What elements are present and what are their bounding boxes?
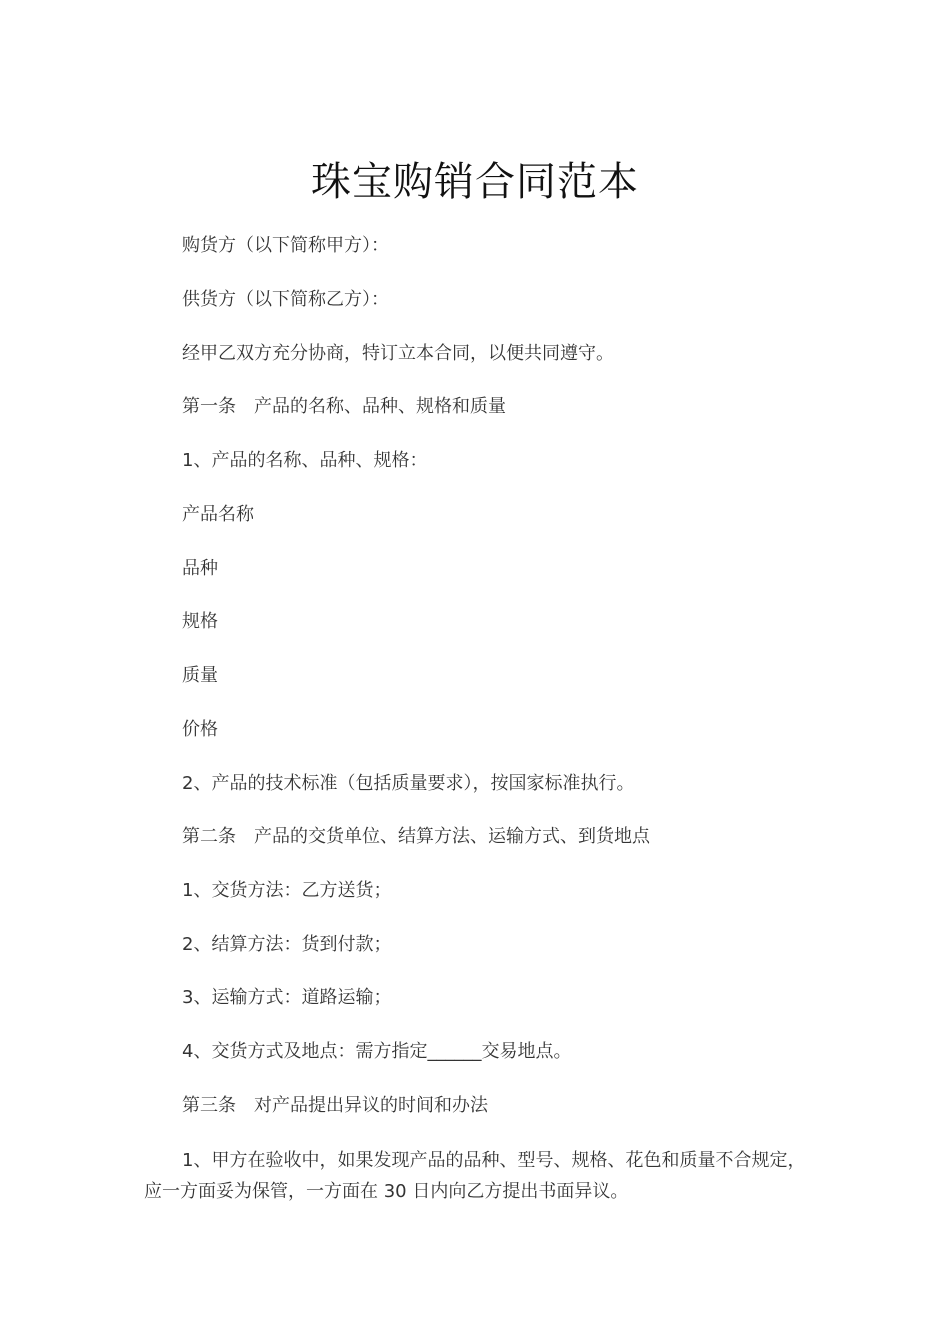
- field-specification: 规格: [182, 611, 218, 632]
- article-2-item-3: 3、运输方式：道路运输；: [182, 987, 392, 1008]
- field-quality: 质量: [182, 665, 218, 686]
- article-3-heading: 第三条 对产品提出异议的时间和办法: [182, 1095, 488, 1116]
- article-1-item-2: 2、产品的技术标准（包括质量要求），按国家标准执行。: [182, 773, 635, 794]
- article-3-item-1: 1、甲方在验收中，如果发现产品的品种、型号、规格、花色和质量不合规定，应一方面妥为保管，一方面在 30 日内向乙方提出书面异议。: [144, 1150, 806, 1202]
- document-title: 珠宝购销合同范本: [311, 159, 639, 205]
- article-2-item-2: 2、结算方法：货到付款；: [182, 934, 392, 955]
- article-2-item-1: 1、交货方法：乙方送货；: [182, 880, 392, 901]
- field-variety: 品种: [182, 558, 218, 579]
- article-1-heading: 第一条 产品的名称、品种、规格和质量: [182, 396, 506, 417]
- article-2-heading: 第二条 产品的交货单位、结算方法、运输方式、到货地点: [182, 826, 650, 847]
- field-price: 价格: [182, 719, 218, 740]
- field-product-name: 产品名称: [182, 504, 254, 525]
- article-1-item-1: 1、产品的名称、品种、规格：: [182, 450, 428, 471]
- preamble-line: 经甲乙双方充分协商，特订立本合同，以便共同遵守。: [182, 343, 614, 364]
- buyer-line: 购货方（以下简称甲方）：: [182, 235, 389, 256]
- seller-line: 供货方（以下简称乙方）：: [182, 289, 389, 310]
- article-2-item-4: 4、交货方式及地点：需方指定______交易地点。: [182, 1041, 572, 1062]
